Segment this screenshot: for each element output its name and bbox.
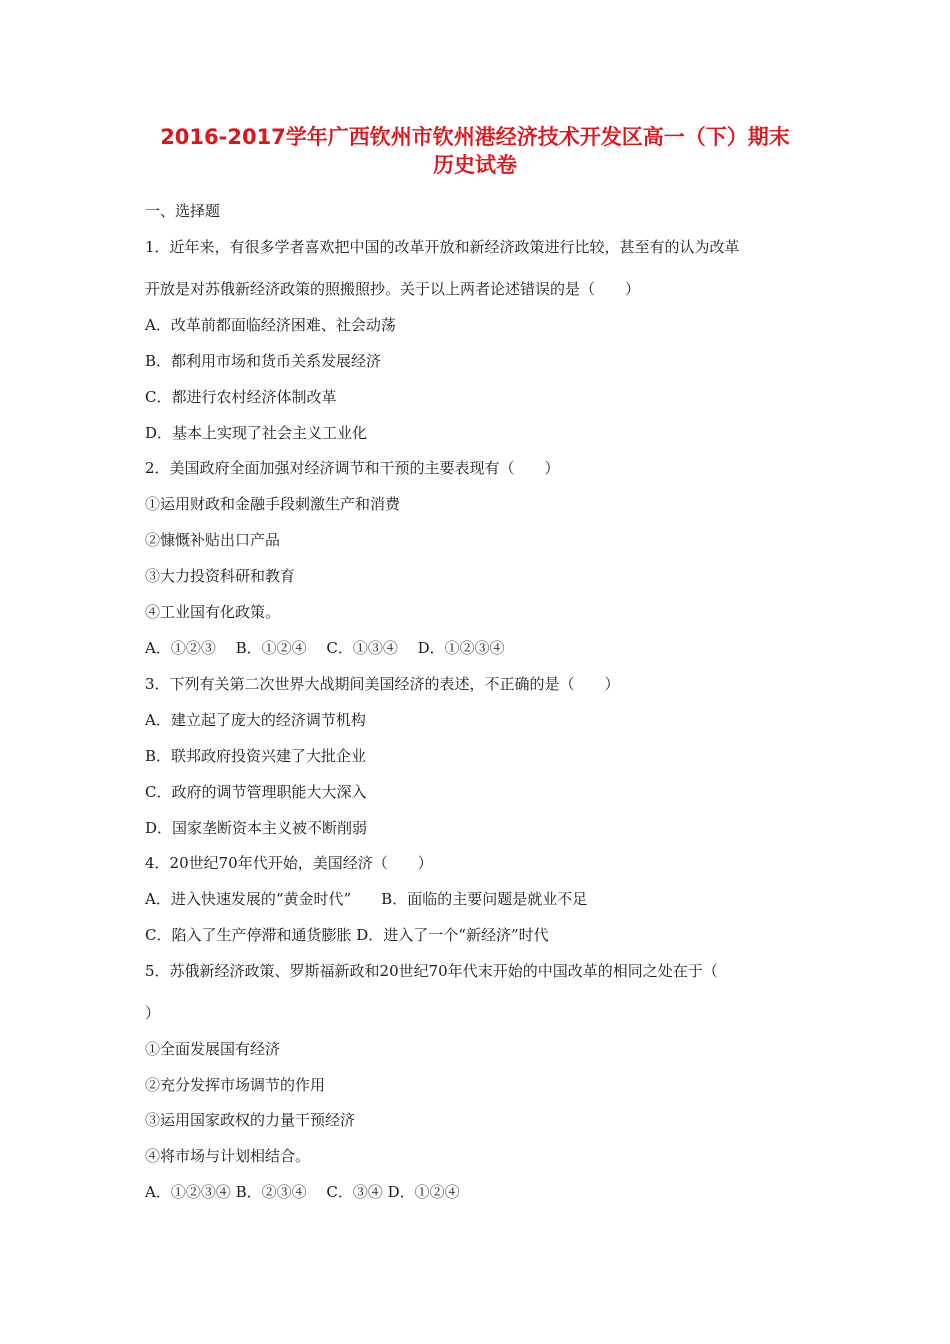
question-3-option-c: C．政府的调节管理职能大大深入	[145, 783, 367, 801]
question-1-option-c: C．都进行农村经济体制改革	[145, 388, 337, 406]
question-4-stem: 4．20世纪70年代开始，美国经济（ ）	[145, 854, 433, 872]
question-3-option-b: B．联邦政府投资兴建了大批企业	[145, 747, 367, 765]
question-2-item-1: ①运用财政和金融手段刺激生产和消费	[145, 495, 401, 513]
exam-title-line-1: 2016-2017学年广西钦州市钦州港经济技术开发区高一（下）期末	[160, 125, 790, 149]
question-2-item-4: ④工业国有化政策。	[145, 603, 281, 621]
question-5-options: A．①②③④ B．②③④ C．③④ D．①②④	[145, 1183, 460, 1201]
question-5-item-1: ①全面发展国有经济	[145, 1040, 281, 1058]
question-1-stem-line-2: 开放是对苏俄新经济政策的照搬照抄。关于以上两者论述错误的是（ ）	[145, 280, 641, 298]
section-heading: 一、选择题	[145, 202, 221, 220]
question-5-stem-line-1: 5．苏俄新经济政策、罗斯福新政和20世纪70年代末开始的中国改革的相同之处在于（	[145, 962, 718, 980]
question-3-option-a: A．建立起了庞大的经济调节机构	[145, 711, 366, 729]
question-5-item-3: ③运用国家政权的力量干预经济	[145, 1111, 356, 1129]
question-3-option-d: D．国家垄断资本主义被不断削弱	[145, 819, 368, 837]
question-3-stem: 3．下列有关第二次世界大战期间美国经济的表述，不正确的是（ ）	[145, 675, 620, 693]
question-2-stem: 2．美国政府全面加强对经济调节和干预的主要表现有（ ）	[145, 459, 560, 477]
question-5-item-2: ②充分发挥市场调节的作用	[145, 1076, 326, 1094]
question-1-option-a: A．改革前都面临经济困难、社会动荡	[145, 316, 396, 334]
question-1-option-b: B．都利用市场和货币关系发展经济	[145, 352, 382, 370]
question-1-stem-line-1: 1．近年来，有很多学者喜欢把中国的改革开放和新经济政策进行比较，甚至有的认为改革	[145, 238, 740, 256]
question-4-options-ab: A．进入快速发展的“黄金时代” B．面临的主要问题是就业不足	[145, 890, 588, 908]
question-2-item-2: ②慷慨补贴出口产品	[145, 531, 281, 549]
question-2-options: A．①②③ B．①②④ C．①③④ D．①②③④	[145, 639, 505, 657]
question-1-option-d: D．基本上实现了社会主义工业化	[145, 424, 368, 442]
question-4-options-cd: C．陷入了生产停滞和通货膨胀 D．进入了一个“新经济”时代	[145, 926, 549, 944]
exam-title-line-2: 历史试卷	[433, 153, 517, 177]
question-2-item-3: ③大力投资科研和教育	[145, 567, 296, 585]
question-5-stem-line-2: ）	[145, 1004, 161, 1022]
question-5-item-4: ④将市场与计划相结合。	[145, 1147, 311, 1165]
